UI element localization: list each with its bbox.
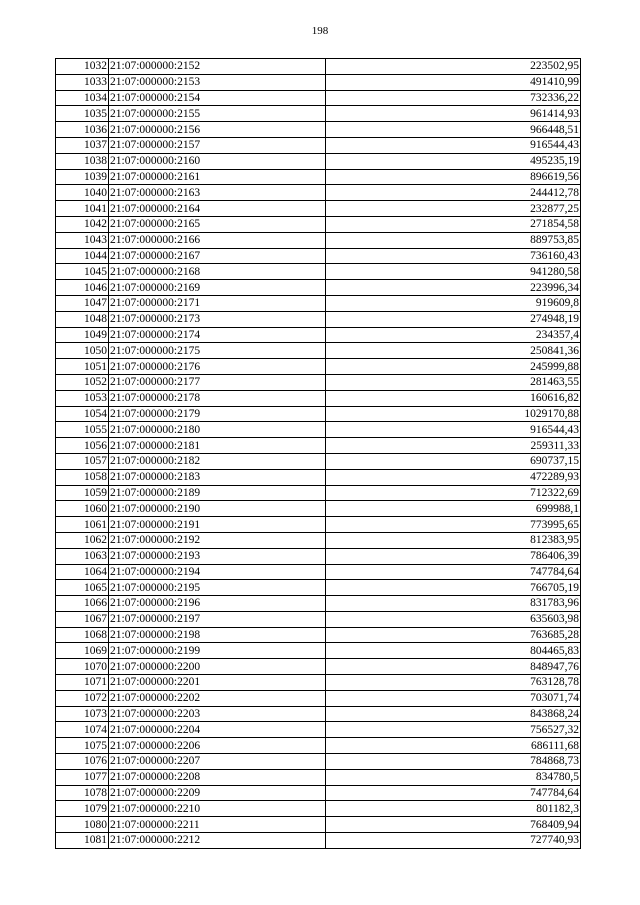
cadastral-number-cell: 21:07:000000:2201 (109, 675, 326, 691)
amount-cell: 472289,93 (326, 469, 581, 485)
cadastral-number-cell: 21:07:000000:2179 (109, 406, 326, 422)
row-number-cell: 1062 (56, 532, 109, 548)
amount-cell: 763128,78 (326, 675, 581, 691)
page-number: 198 (311, 25, 329, 37)
cadastral-number-cell: 21:07:000000:2173 (109, 311, 326, 327)
row-number-cell: 1076 (56, 754, 109, 770)
row-number-cell: 1059 (56, 485, 109, 501)
table-row (56, 232, 581, 248)
row-number-cell: 1071 (56, 675, 109, 691)
row-number-cell: 1072 (56, 690, 109, 706)
table-row (56, 169, 581, 185)
row-number-cell: 1064 (56, 564, 109, 580)
cadastral-number-cell: 21:07:000000:2189 (109, 485, 326, 501)
table-row (56, 137, 581, 153)
cadastral-number-cell: 21:07:000000:2157 (109, 137, 326, 153)
amount-cell: 843868,24 (326, 706, 581, 722)
row-number-cell: 1067 (56, 611, 109, 627)
amount-cell: 223996,34 (326, 280, 581, 296)
table-row (56, 675, 581, 691)
table-row (56, 517, 581, 533)
row-number-cell: 1043 (56, 232, 109, 248)
table-row (56, 185, 581, 201)
amount-cell: 747784,64 (326, 785, 581, 801)
row-number-cell: 1046 (56, 280, 109, 296)
row-number-cell: 1049 (56, 327, 109, 343)
amount-cell: 495235,19 (326, 153, 581, 169)
cadastral-number-cell: 21:07:000000:2164 (109, 201, 326, 217)
table-row (56, 564, 581, 580)
table-row (56, 280, 581, 296)
amount-cell: 712322,69 (326, 485, 581, 501)
cadastral-number-cell: 21:07:000000:2160 (109, 153, 326, 169)
cadastral-number-cell: 21:07:000000:2212 (109, 833, 326, 849)
cadastral-number-cell: 21:07:000000:2194 (109, 564, 326, 580)
cadastral-number-cell: 21:07:000000:2169 (109, 280, 326, 296)
amount-cell: 234357,4 (326, 327, 581, 343)
table-row (56, 738, 581, 754)
row-number-cell: 1081 (56, 833, 109, 849)
row-number-cell: 1070 (56, 659, 109, 675)
cadastral-number-cell: 21:07:000000:2163 (109, 185, 326, 201)
cadastral-number-cell: 21:07:000000:2203 (109, 706, 326, 722)
table-row (56, 90, 581, 106)
table-row (56, 833, 581, 849)
row-number-cell: 1032 (56, 59, 109, 75)
table-row (56, 264, 581, 280)
row-number-cell: 1061 (56, 517, 109, 533)
cadastral-number-cell: 21:07:000000:2191 (109, 517, 326, 533)
cadastral-number-cell: 21:07:000000:2206 (109, 738, 326, 754)
table-row (56, 374, 581, 390)
amount-cell: 281463,55 (326, 374, 581, 390)
cadastral-number-cell: 21:07:000000:2152 (109, 59, 326, 75)
table-row (56, 643, 581, 659)
row-number-cell: 1055 (56, 422, 109, 438)
cadastral-number-cell: 21:07:000000:2161 (109, 169, 326, 185)
table-row (56, 501, 581, 517)
table-row (56, 801, 581, 817)
row-number-cell: 1034 (56, 90, 109, 106)
cadastral-number-cell: 21:07:000000:2192 (109, 532, 326, 548)
cadastral-number-cell: 21:07:000000:2197 (109, 611, 326, 627)
amount-cell: 732336,22 (326, 90, 581, 106)
row-number-cell: 1065 (56, 580, 109, 596)
amount-cell: 831783,96 (326, 596, 581, 612)
cadastral-number-cell: 21:07:000000:2207 (109, 754, 326, 770)
cadastral-number-cell: 21:07:000000:2155 (109, 106, 326, 122)
table-row (56, 785, 581, 801)
row-number-cell: 1042 (56, 216, 109, 232)
amount-cell: 259311,33 (326, 438, 581, 454)
row-number-cell: 1052 (56, 374, 109, 390)
amount-cell: 686111,68 (326, 738, 581, 754)
cadastral-number-cell: 21:07:000000:2182 (109, 453, 326, 469)
table-row (56, 722, 581, 738)
row-number-cell: 1051 (56, 359, 109, 375)
cadastral-number-cell: 21:07:000000:2165 (109, 216, 326, 232)
table-row (56, 438, 581, 454)
amount-cell: 271854,58 (326, 216, 581, 232)
amount-cell: 916544,43 (326, 422, 581, 438)
row-number-cell: 1045 (56, 264, 109, 280)
amount-cell: 223502,95 (326, 59, 581, 75)
amount-cell: 812383,95 (326, 532, 581, 548)
amount-cell: 699988,1 (326, 501, 581, 517)
table-row (56, 769, 581, 785)
amount-cell: 848947,76 (326, 659, 581, 675)
row-number-cell: 1035 (56, 106, 109, 122)
row-number-cell: 1044 (56, 248, 109, 264)
table-row (56, 659, 581, 675)
amount-cell: 804465,83 (326, 643, 581, 659)
cadastral-number-cell: 21:07:000000:2181 (109, 438, 326, 454)
amount-cell: 635603,98 (326, 611, 581, 627)
table-row (56, 548, 581, 564)
cadastral-number-cell: 21:07:000000:2154 (109, 90, 326, 106)
table-row (56, 611, 581, 627)
data-table (55, 58, 581, 849)
table-row (56, 106, 581, 122)
cadastral-number-cell: 21:07:000000:2208 (109, 769, 326, 785)
amount-cell: 250841,36 (326, 343, 581, 359)
table-row (56, 311, 581, 327)
row-number-cell: 1073 (56, 706, 109, 722)
row-number-cell: 1056 (56, 438, 109, 454)
table-row (56, 201, 581, 217)
cadastral-number-cell: 21:07:000000:2167 (109, 248, 326, 264)
row-number-cell: 1047 (56, 295, 109, 311)
table-row (56, 406, 581, 422)
amount-cell: 773995,65 (326, 517, 581, 533)
row-number-cell: 1066 (56, 596, 109, 612)
row-number-cell: 1040 (56, 185, 109, 201)
table-body (56, 59, 581, 849)
cadastral-number-cell: 21:07:000000:2204 (109, 722, 326, 738)
row-number-cell: 1068 (56, 627, 109, 643)
row-number-cell: 1033 (56, 74, 109, 90)
row-number-cell: 1053 (56, 390, 109, 406)
amount-cell: 491410,99 (326, 74, 581, 90)
row-number-cell: 1057 (56, 453, 109, 469)
row-number-cell: 1041 (56, 201, 109, 217)
cadastral-number-cell: 21:07:000000:2200 (109, 659, 326, 675)
table-row (56, 627, 581, 643)
row-number-cell: 1063 (56, 548, 109, 564)
row-number-cell: 1079 (56, 801, 109, 817)
amount-cell: 768409,94 (326, 817, 581, 833)
table-row (56, 359, 581, 375)
amount-cell: 274948,19 (326, 311, 581, 327)
table-row (56, 153, 581, 169)
row-number-cell: 1060 (56, 501, 109, 517)
amount-cell: 763685,28 (326, 627, 581, 643)
cadastral-number-cell: 21:07:000000:2178 (109, 390, 326, 406)
amount-cell: 801182,3 (326, 801, 581, 817)
cadastral-number-cell: 21:07:000000:2190 (109, 501, 326, 517)
cadastral-number-cell: 21:07:000000:2210 (109, 801, 326, 817)
amount-cell: 966448,51 (326, 122, 581, 138)
amount-cell: 889753,85 (326, 232, 581, 248)
table-row (56, 59, 581, 75)
row-number-cell: 1078 (56, 785, 109, 801)
table-row (56, 216, 581, 232)
amount-cell: 756527,32 (326, 722, 581, 738)
cadastral-number-cell: 21:07:000000:2166 (109, 232, 326, 248)
row-number-cell: 1075 (56, 738, 109, 754)
amount-cell: 896619,56 (326, 169, 581, 185)
table-row (56, 390, 581, 406)
cadastral-number-cell: 21:07:000000:2171 (109, 295, 326, 311)
table-row (56, 248, 581, 264)
row-number-cell: 1037 (56, 137, 109, 153)
table-row (56, 453, 581, 469)
table-row (56, 706, 581, 722)
table-row (56, 295, 581, 311)
cadastral-number-cell: 21:07:000000:2176 (109, 359, 326, 375)
amount-cell: 690737,15 (326, 453, 581, 469)
cadastral-number-cell: 21:07:000000:2174 (109, 327, 326, 343)
amount-cell: 834780,5 (326, 769, 581, 785)
table-row (56, 596, 581, 612)
row-number-cell: 1074 (56, 722, 109, 738)
amount-cell: 916544,43 (326, 137, 581, 153)
table-row (56, 122, 581, 138)
row-number-cell: 1054 (56, 406, 109, 422)
amount-cell: 727740,93 (326, 833, 581, 849)
table-row (56, 485, 581, 501)
amount-cell: 1029170,88 (326, 406, 581, 422)
amount-cell: 736160,43 (326, 248, 581, 264)
row-number-cell: 1036 (56, 122, 109, 138)
table-row (56, 422, 581, 438)
table-row (56, 532, 581, 548)
cadastral-number-cell: 21:07:000000:2180 (109, 422, 326, 438)
cadastral-number-cell: 21:07:000000:2156 (109, 122, 326, 138)
cadastral-number-cell: 21:07:000000:2209 (109, 785, 326, 801)
cadastral-number-cell: 21:07:000000:2177 (109, 374, 326, 390)
cadastral-number-cell: 21:07:000000:2202 (109, 690, 326, 706)
cadastral-number-cell: 21:07:000000:2153 (109, 74, 326, 90)
row-number-cell: 1050 (56, 343, 109, 359)
table-row (56, 74, 581, 90)
table-row (56, 580, 581, 596)
amount-cell: 961414,93 (326, 106, 581, 122)
cadastral-number-cell: 21:07:000000:2199 (109, 643, 326, 659)
table-row (56, 343, 581, 359)
table-row (56, 469, 581, 485)
row-number-cell: 1080 (56, 817, 109, 833)
amount-cell: 245999,88 (326, 359, 581, 375)
cadastral-number-cell: 21:07:000000:2196 (109, 596, 326, 612)
amount-cell: 703071,74 (326, 690, 581, 706)
amount-cell: 747784,64 (326, 564, 581, 580)
amount-cell: 786406,39 (326, 548, 581, 564)
cadastral-number-cell: 21:07:000000:2195 (109, 580, 326, 596)
table-row (56, 817, 581, 833)
cadastral-number-cell: 21:07:000000:2211 (109, 817, 326, 833)
amount-cell: 784868,73 (326, 754, 581, 770)
table-row (56, 690, 581, 706)
cadastral-number-cell: 21:07:000000:2168 (109, 264, 326, 280)
cadastral-number-cell: 21:07:000000:2183 (109, 469, 326, 485)
table-row (56, 327, 581, 343)
amount-cell: 232877,25 (326, 201, 581, 217)
amount-cell: 244412,78 (326, 185, 581, 201)
cadastral-number-cell: 21:07:000000:2193 (109, 548, 326, 564)
row-number-cell: 1038 (56, 153, 109, 169)
row-number-cell: 1048 (56, 311, 109, 327)
row-number-cell: 1039 (56, 169, 109, 185)
table-row (56, 754, 581, 770)
row-number-cell: 1077 (56, 769, 109, 785)
cadastral-number-cell: 21:07:000000:2175 (109, 343, 326, 359)
row-number-cell: 1069 (56, 643, 109, 659)
amount-cell: 160616,82 (326, 390, 581, 406)
amount-cell: 766705,19 (326, 580, 581, 596)
cadastral-number-cell: 21:07:000000:2198 (109, 627, 326, 643)
amount-cell: 919609,8 (326, 295, 581, 311)
row-number-cell: 1058 (56, 469, 109, 485)
amount-cell: 941280,58 (326, 264, 581, 280)
